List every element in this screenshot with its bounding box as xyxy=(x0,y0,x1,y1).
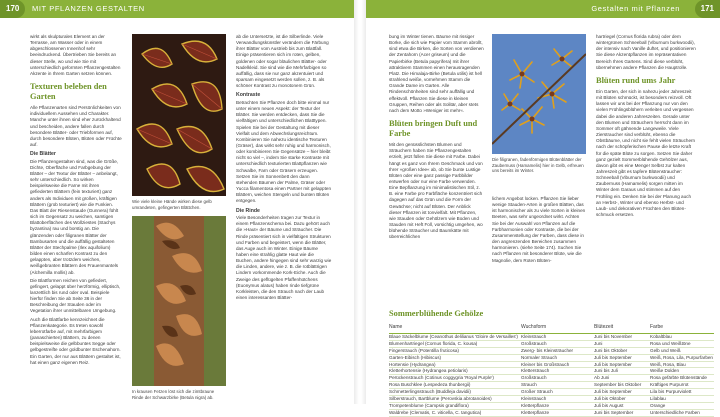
table-row xyxy=(389,375,714,382)
table-cell: Juni bis September xyxy=(594,409,650,416)
table-row xyxy=(389,382,714,389)
table-cell: Perückenstrauch (Cotinus coggygria 'Royal Purple') xyxy=(389,375,521,382)
right-column-3 xyxy=(596,34,696,280)
paragraph: Alle Pflanzenarten sind Persönlichkeiten von individuellem Aussehen und Charakter. Manche unter ihnen sind eher zurückhaltend und bescheiden, andere fallen durch besondere Blätter- oder Triebformen auf, durch besondere Blüten, Blüten oder Früchte auf. xyxy=(30,105,122,148)
shrub-table-grid xyxy=(389,325,714,417)
table-cell: Zwerg- bis Kleinsträucher xyxy=(521,347,594,354)
left-column-3 xyxy=(236,34,332,400)
table-cell: Kletterpflanze xyxy=(521,409,594,416)
table-cell: Juni xyxy=(594,340,650,347)
table-cell: Juni bis Oktober xyxy=(594,347,650,354)
table-cell: Strauch xyxy=(521,382,594,389)
table-cell: Kletterstrauch xyxy=(521,368,594,375)
table-cell: Gelb und Weiß xyxy=(650,347,714,354)
bark-illustration xyxy=(132,216,226,386)
section-heading: Blüten rund ums Jahr xyxy=(596,75,676,85)
column-header-bloom: Blütezeit xyxy=(594,325,650,333)
right-header-bar xyxy=(366,0,720,18)
table-cell: Rosa und Weißtöne xyxy=(650,340,714,347)
table-cell: Juli bis September xyxy=(594,361,650,368)
table-cell: Trompetenblume (Campsis grandiflora) xyxy=(389,402,521,409)
table-cell: Fingerstrauch (Potentilla fruticosa) xyxy=(389,347,521,354)
table-cell: Juli bis September xyxy=(594,354,650,361)
witch-hazel-illustration xyxy=(492,34,586,154)
table-cell: Großstrauch xyxy=(521,375,594,382)
table-row xyxy=(389,354,714,361)
table-row xyxy=(389,333,714,340)
table-cell: Kleinstrauch xyxy=(521,396,594,403)
table-cell: Blaue Säckelblume (Ceanothus delilianus 'Gloire de Versailles') xyxy=(389,333,521,340)
witch-hazel-photo xyxy=(492,34,586,154)
left-page-number: 170 xyxy=(0,0,25,18)
witch-hazel-caption: Die filigranen, fadenförmigen Blütenblätter der Zaubernuss (Hamamelis) hier in Gelb, erfreuen uns bereits im Winter. xyxy=(492,157,584,173)
subheading: Die Rinde xyxy=(236,207,260,214)
table-cell: Ab Juni xyxy=(594,375,650,382)
table-cell: Garten-Eibisch (Hibiscus) xyxy=(389,354,521,361)
table-cell: Großstrauch xyxy=(521,340,594,347)
table-heading: Sommerblühende Gehölze xyxy=(389,309,484,318)
right-column-2 xyxy=(492,196,587,288)
table-cell: Kleinstrauch xyxy=(521,333,594,340)
bark-photo xyxy=(132,216,226,386)
table-cell: September bis Oktober xyxy=(594,382,650,389)
column-header-color: Farbe xyxy=(650,325,714,333)
paragraph: Auch die Blattfarbe kennzeichnet die Pflanzenkategorie. Es treten sowohl leberrotfarbe auf, mit mehrfarbigem (panaschierten) Blättern, zu denen beispielsweise die gelbbuntes Segge oder gelbgestreifte oder goldbunter Eschenahorn. Ein Garten, der nur aus Blättern gestaltet ist, hat einen ganz eigenen Reiz. xyxy=(30,316,121,365)
paragraph: Die Blattformen reichen von gefiedert, gefingert, gelappt über herzförmig, elliptisch, lanzettlich bis rund oder oval. Beispiele hierfür finden Sie ab Seite 36 in der Beschreibung der Stauden oder im Vegetation ihrer unmittelbaren Umgebung. xyxy=(30,277,121,314)
left-running-title: MIT PFLANZEN GESTALTEN xyxy=(32,4,145,13)
paragraph: bung im Winter tienen. Bäume mit rissiger Borke, die sich wie Papier vom Stamm abrollt, sind etwa die Birken, die Sorten von verdienen der Zentahorn (Acer griseum) und die Papierbirke (Betula papyrifera) mit ihrer attraktivem Stammen einen herausragenden Platz. Die Himalaja-Birke (Betula utilis) ist hell strahlend weiße, vornehmen Stamm die Grande Dame im Garten. Alle Rindenschönheiten sind sehr auffällig und effektvoll. Pflanzen Sie diese in kleinen Gruppen, Reihen oder als Solitär, aber stets nach dem Motto »Weniger ist mehr«. xyxy=(389,34,484,113)
table-cell: Weiß, Rosa, Blau xyxy=(650,361,714,368)
paragraph: Betrachten Sie Pflanzen doch bitte einmal nur unter einem neuen Aspekt: der Textur der Blätter. Sie werden entdecken, dass Sie die vielfältigen und unterschiedlichen Blatttypen. Spielen Sie bei der Gestaltung mit dieser Vielfalt und dem Abwechslungsreichtum. Kombinieren Sie nahezu identische Texturen (Gräser), das wirkt sehr ruhig und harmonisch, oder kombinieren Sie Gegensätze – hier bleibt nicht so viel –, indem Sie starke Kontraste mit unterschiedlich texturierten Blattpflanzen wie Schwalbe, Farn oder Gräsern erzeugen. Setzen Sie im Sonnenbett den dann stehenden Bäumen der Palme, Gräser oder Yucca filamentosa einen Partner mit gelappten Blättern, weichen Stengeln und bunten Blüten entgegen. xyxy=(236,99,331,204)
bark-photo-caption: In krausen Fetzen löst sich die zimtbraune Rinde der Schwarzbirke (Betula nigra) ab. xyxy=(132,389,215,400)
table-row xyxy=(389,347,714,354)
table-cell: Orange xyxy=(650,402,714,409)
left-column-1 xyxy=(30,34,122,400)
paragraph: lichem Angebot locken. Pflanzen Sie lieber wenige Stauden-Arten in großen Blätten, das ist harmonischer als zu viele Sorten in kleinen Beeten, was sehr ungeordnet wirkt. Achten Sie bei der Auswahl von Pflanzen auf die Farbharmonien oder Kontraste, die bei der Zusammenstellung der Farben, dass diese in den angrenzenden Bereichen zusammen harmonieren. (siehe Seite 174). Suchen Sie nach Pflanzen mit besonderer Blüte, wie die Magnolie, dem Roten Blüten- xyxy=(492,196,586,263)
book-gutter xyxy=(354,0,366,404)
table-cell: Unterschiedliche Farben xyxy=(650,409,714,416)
table-row xyxy=(389,389,714,396)
paragraph: ab die Untersetzte, ist die Silberlinde. Viele Verwandlungskünstler verändern die Färbung ihrer Blätter vom Austrieb bis zum Blattfall. Einige präsentieren sich im roten, gelben, goldenen oder sogar bläulichen Blätter- oder Nadelkleid. Sie sind wie die Mehrfarbigen so auffällig, dass sie nur ganz akzentuiert und sparsam eingesetzt werden sollen, z. B. als schöner Kontrast zu monotonem Grün. xyxy=(236,34,329,89)
table-cell: Silberstrauch, Bartblume (Perovskia abrotanoides) xyxy=(389,396,521,403)
table-cell: Kräftiges Purpurrot xyxy=(650,382,714,389)
table-cell: Großer Strauch xyxy=(521,389,594,396)
section-heading: Blüten bringen Duft und Farbe xyxy=(389,119,478,139)
paragraph: Mit den genüsslichsten Blumen und Sträuchern haben Sie Pflanzengestalten erzielt, jetzt füllen Sie diese mit Farbe. Dabei hängt es ganz von Ihrem Geschmack und von Ihrer »großen Idee« ab, ob Sie bunte Lustige Blüten oder eine ganz passige Farbbilder entwerfen oder nur eine Farbe verwenden. Eine Bepflanzung im minimalistischen Stil, z. B. eine Farbe pro Farbfläche konzentriert sich dagegen auf das Grün und die Form der Gewächse; nicht auf Blüten. Der Anblick dieser Pflanzen ist tonvielfalt. Mit Pflanzen, wie Stauden oder Gehölzern wie Boden und Stauden mit Heft Foll, vorsichtig umgehen, wo blühende Sträucher und Baumkätte mit überreichlichen xyxy=(389,142,483,240)
table-cell: Weiß, Rosa, Lila, Purpurfarben xyxy=(650,354,713,360)
left-header-bar xyxy=(0,0,354,18)
paragraph: wirkt als skulpturales Element an der Terrasse, am Wasser oder in einem abgeschlossenen Innenhof sehr beeindruckend. Übertrieben Sie bereits an dieser Stelle, wo und wie Sie mit unterschiedlich geformten Pflanzengestalten Akzente in Ihrem Garten setzen können. xyxy=(30,34,121,76)
subheading: Die Blätter xyxy=(30,151,56,158)
table-cell: Rosa Buschklee (Lespedeza thunbergii) xyxy=(389,382,521,389)
shrub-table xyxy=(389,309,714,417)
table-cell: Schmetterlingsstrauch (Buddleja davidii) xyxy=(389,389,521,396)
table-cell: Hortensie (Hydrangea) xyxy=(389,361,521,368)
right-page-number: 171 xyxy=(695,0,720,18)
paragraph: Die Pflanzengestalten sind, was die Größe, Dichte, Oberfläche und Farbgebung der Blätter – der Textur der Blätter – anbelangt, sehr unterschiedlich. So wirken beispielsweise die Farne mit ihren gefiederten Blättern (fein texturiert) ganz anders als Individuen mit großen, kräftigen Blättern (grob texturiert) wie die Funkien. Das Blatt der Riesenstaude (Gunnera) fühlt sich im Gegensatz zu weichen, samtigen Blattoberflächen des Wollziestes (Stachys byzantina) rau und borstig an. Die glänzenden oder filigranen Blätter der Bambusarten und die auffällig gestalteten Blätter der Stechpalme (Ilex aquifolium) bilden einen scharfen Kontrast zu den gelappten, aber trotzdem weichen, weißgebranten Blättern des Frauenmantels (Alchemilla mollis) ab. xyxy=(30,158,119,275)
paragraph: Viele Besonderheiten tragen zur Textur in einem Pflanzenschema bei. Dazu gehört auch die »Haut« der Bäume und Sträucher. Die Rinde präsentiert sich in vielfältigen Strukturen und Farben und begeistert, wenn die Blätter, das Auge auch im Winter. Einige Bäume haben eine strahlig glatte Haut wie die Buchen, andere hingegen sind sehr warzig wie die Linden, andere, wie z. B. die rotblättrigen Lindern vorkommende Kork-Eiche. Auch die Zweige des geflügelten Pfaffenhütchens (Euonymus alatus) haben rinde tiefgrüne Korkleisten, die den Strauch nach der Laub einen interessanten Blätter- xyxy=(236,215,332,301)
table-cell: Juni bis November xyxy=(594,333,650,340)
leaf-illustration xyxy=(132,34,226,196)
table-cell: Juli bis August xyxy=(594,402,650,409)
table-cell: Juli bis Oktober xyxy=(594,396,650,403)
table-cell: Kobaltblau xyxy=(650,333,714,340)
table-cell: Kletterpflanze xyxy=(521,402,594,409)
table-cell: Juni bis Juli xyxy=(594,368,650,375)
column-header-growth: Wuchsform xyxy=(521,325,594,333)
right-running-title: Gestalten mit Pflanzen xyxy=(591,4,680,13)
table-cell: Weiße Dolden xyxy=(650,368,714,375)
table-cell: Blumenhartriegel (Cornus florida, C. kousa) xyxy=(389,340,521,347)
subheading: Kontraste xyxy=(236,92,261,99)
paragraph: Ein Garten, der sich in nahezu jeder Jahreszeit mit Blüten schmückt, ist besonders reizvoll. Oft lassen wir uns bei der Pflanzung nur von den vielen Frühlingsblühern verleiten und vergessen dabei die anderen Jahreszeiten. Gerade unter den Blumen und Sträuchern herrscht dann im Sommer oft gähnende Langeweile. Viele Zierstraucher sind verblüht, ebenso die Obstbäume, und nicht sie fehlt vielen Sträuchern nach der schöpferischen Pause die letzte Kraft für die späte Blüte zu sorgen. Setzen Sie daher ganz gezielt Sommerblühende Gehölzer aus, davon gibt es eine Menge! Selbst zur kalten Jahreszeit gibt es tapfere Blütenstraucher: Schneeball (Viburnum burkwoodii) und Zaubernuss (Hamamelis) sorgen mitten im Winter dem Garaus und stimmen auf den Frühling ein. Denken Sie bei der Planung auch an Herbst-, Winter und ebenso Herbst- und Laub- und dekorativen Früchten den Blüten-schmuck ersetzen. xyxy=(596,88,696,218)
table-cell: Lilablau xyxy=(650,396,714,403)
section-heading: Texturen beleben den Garten xyxy=(30,82,107,102)
table-cell: Normaler Strauch xyxy=(521,354,594,361)
table-cell: Lila bis Purpurviolett xyxy=(650,389,714,396)
table-row xyxy=(389,340,714,347)
leaf-photo xyxy=(132,34,226,196)
table-row xyxy=(389,396,714,403)
table-row xyxy=(389,361,714,368)
table-cell: Kleiner bis Großstrauch xyxy=(521,361,594,368)
table-cell: Rosa gefärbte Blütenstände xyxy=(650,375,714,382)
table-cell: Kletterhortensie (Hydrangea petiolaris) xyxy=(389,368,521,375)
leaf-photo-caption: Wie viele kleine Hände wirken diese gelb umrandeten, gefingerten Blättchen. xyxy=(132,199,212,210)
table-row xyxy=(389,409,714,416)
table-cell: Waldrebe (Clematis, C. viticella, C. tanguticа) xyxy=(389,409,521,416)
table-row xyxy=(389,368,714,375)
table-cell: Juli bis September xyxy=(594,389,650,396)
right-column-1 xyxy=(389,34,484,280)
column-header-name: Name xyxy=(389,325,521,333)
paragraph: hartriegel (Cornus florida rubra) oder dem wintergrünen Schneeball (Viburnum burkwoodii), der intensiv nach Vanille duftet, und positionieren Sie diese Akzentpflanzen im repräsentativen Bereich Ihres Gartens. Sind diese verblüht, übernehmen andere Pflanzen die Hauptrolle. xyxy=(596,34,696,70)
